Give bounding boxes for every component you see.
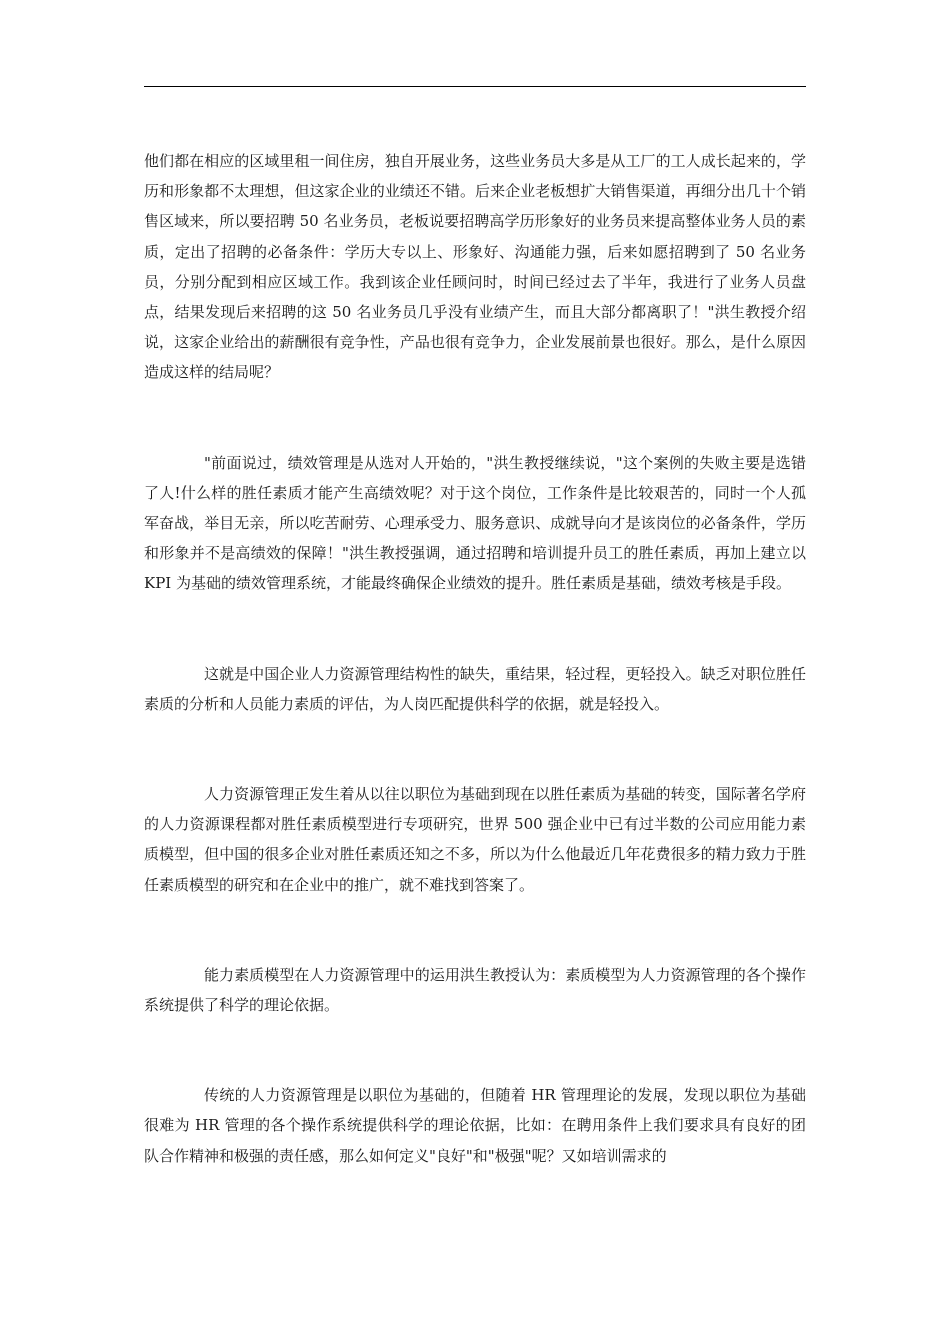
paragraph-gap (144, 1020, 806, 1080)
paragraph-gap (144, 900, 806, 960)
paragraph-gap (144, 599, 806, 659)
paragraph-3: 这就是中国企业人力资源管理结构性的缺失，重结果，轻过程，更轻投入。缺乏对职位胜任素质的分析和人员能力素质的评估，为人岗匹配提供科学的依据，就是轻投入。 (144, 664, 806, 713)
paragraph-5: 能力素质模型在人力资源管理中的运用洪生教授认为：素质模型为人力资源管理的各个操作系统提供了科学的理论依据。 (144, 965, 806, 1015)
paragraph-6: 传统的人力资源管理是以职位为基础的，但随着 HR 管理理论的发展，发现以职位为基础很难为 HR 管理的各个操作系统提供科学的理论依据，比如：在聘用条件上我们要求具有良好的团队合作精神和极强的责任感，那么如何定义"良好"和"极强"呢？又如培训需求的 (144, 1086, 806, 1165)
header-rule (144, 86, 806, 87)
paragraph-2: "前面说过，绩效管理是从选对人开始的，"洪生教授继续说，"这个案例的失败主要是选错了人!什么样的胜任素质才能产生高绩效呢？对于这个岗位，工作条件是比较艰苦的，同时一个人孤军奋战，举目无亲，所以吃苦耐劳、心理承受力、服务意识、成就导向才是该岗位的必备条件，学历和形象并不是高绩效的保障！"洪生教授强调，通过招聘和培训提升员工的胜任素质，再加上建立以 KPI 为基础的绩效管理系统，才能最终确保企业绩效的提升。胜任素质是基础，绩效考核是手段。 (144, 453, 806, 593)
paragraph-gap (144, 388, 806, 448)
paragraph-4: 人力资源管理正发生着从以往以职位为基础到现在以胜任素质为基础的转变，国际著名学府的人力资源课程都对胜任素质模型进行专项研究，世界 500 强企业中已有过半数的公司应用能力素质模型，但中国的很多企业对胜任素质还知之不多，所以为什么他最近几年花费很多的精力致力于胜任素质模型的研究和在企业中的推广，就不难找到答案了。 (144, 785, 806, 894)
document-body (144, 146, 806, 1171)
paragraph-1: 他们都在相应的区域里租一间住房，独自开展业务，这些业务员大多是从工厂的工人成长起来的，学历和形象都不太理想，但这家企业的业绩还不错。后来企业老板想扩大销售渠道，再细分出几十个销售区域来，所以要招聘 50 名业务员，老板说要招聘高学历形象好的业务员来提高整体业务人员的素质，定出了招聘的必备条件：学历大专以上、形象好、沟通能力强，后来如愿招聘到了 50 名业务员，分别分配到相应区域工作。我到该企业任顾问时，时间已经过去了半年，我进行了业务人员盘点，结果发现后来招聘的这 50 名业务员几乎没有业绩产生，而且大部分都离职了！"洪生教授介绍说，这家企业给出的薪酬很有竞争性，产品也很有竞争力，企业发展前景也很好。那么，是什么原因造成这样的结局呢？ (144, 152, 806, 382)
paragraph-gap (144, 719, 806, 779)
